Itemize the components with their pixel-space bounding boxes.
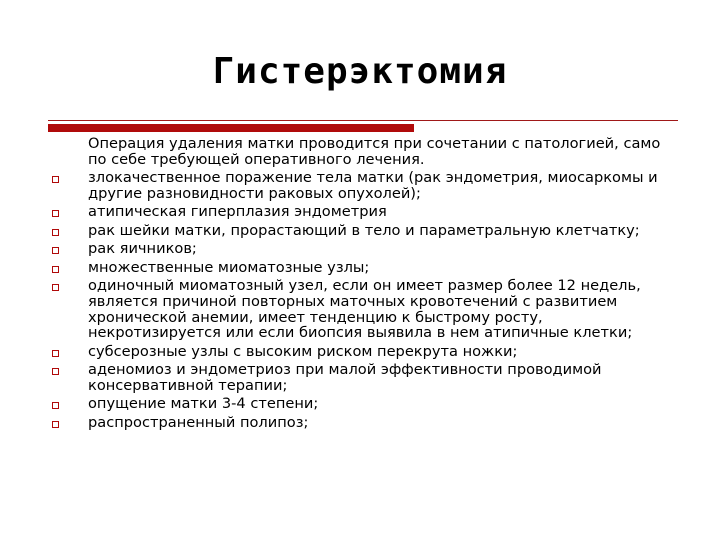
hollow-square-bullet-icon xyxy=(52,350,59,357)
list-item-text: рак яичников; xyxy=(88,240,197,258)
list-item xyxy=(46,241,676,257)
hollow-square-bullet-icon xyxy=(52,266,59,273)
hollow-square-bullet-icon xyxy=(52,210,59,217)
list-item xyxy=(46,204,676,220)
list-item-text: опущение матки 3-4 степени; xyxy=(88,395,319,413)
slide-body xyxy=(46,136,676,433)
list-item xyxy=(46,415,676,431)
list-item xyxy=(46,260,676,276)
list-item-text: одиночный миоматозный узел, если он имеет размер более 12 недель, является причиной повторных маточных кровотечений с развитием хронической анемии, имеет тенденцию к быстрому росту, некротизируется или если биопсия выявила в нем атипичные клетки; xyxy=(88,276,641,342)
list-item xyxy=(46,278,676,341)
hollow-square-bullet-icon xyxy=(52,284,59,291)
list-item-text: множественные миоматозные узлы; xyxy=(88,258,370,276)
intro-paragraph: Операция удаления матки проводится при сочетании с патологией, само по себе требующей оперативного лечения. xyxy=(88,135,661,168)
hollow-square-bullet-icon xyxy=(52,247,59,254)
list-item-text: злокачественное поражение тела матки (рак эндометрия, миосаркомы и другие разновидности раковых опухолей); xyxy=(88,169,658,202)
slide-title: Гистерэктомия xyxy=(212,51,508,92)
hollow-square-bullet-icon xyxy=(52,176,59,183)
hollow-square-bullet-icon xyxy=(52,368,59,375)
list-item-text: распространенный полипоз; xyxy=(88,413,309,431)
list-item xyxy=(46,362,676,394)
list-item-text: рак шейки матки, прорастающий в тело и параметральную клетчатку; xyxy=(88,221,640,239)
list-item xyxy=(46,344,676,360)
list-item-text: аденомиоз и эндометриоз при малой эффективности проводимой консервативной терапии; xyxy=(88,361,602,394)
list-item xyxy=(46,396,676,412)
list-item xyxy=(46,170,676,202)
hollow-square-bullet-icon xyxy=(52,229,59,236)
list-item xyxy=(46,223,676,239)
hollow-square-bullet-icon xyxy=(52,421,59,428)
list-item-text: субсерозные узлы с высоким риском перекрута ножки; xyxy=(88,342,518,360)
list-item-text: атипическая гиперплазия эндометрия xyxy=(88,203,387,221)
title-underline-thin xyxy=(48,120,678,121)
indication-list xyxy=(46,170,676,430)
title-underline-bar xyxy=(48,124,414,132)
hollow-square-bullet-icon xyxy=(52,402,59,409)
